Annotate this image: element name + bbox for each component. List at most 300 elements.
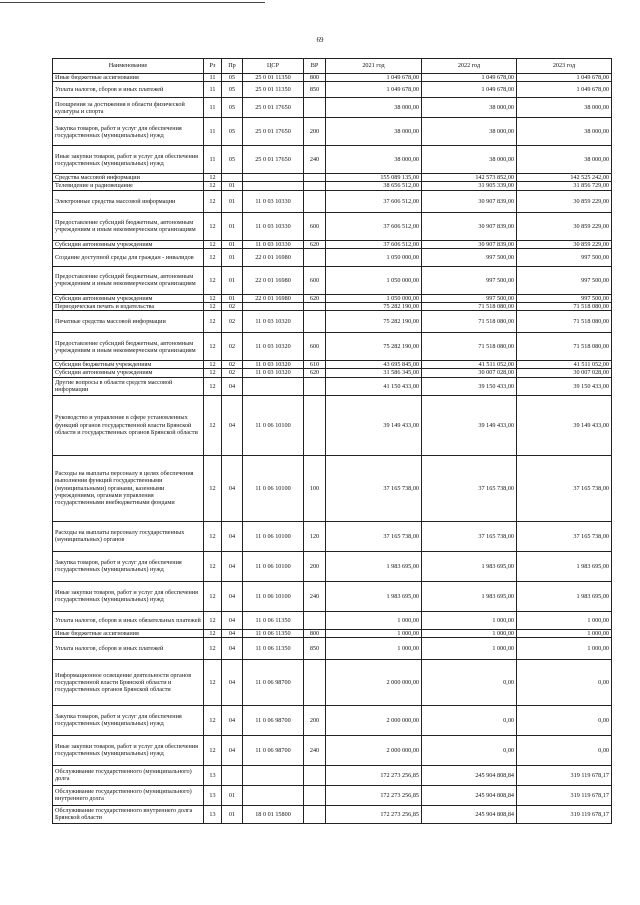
table-row [53,785,612,805]
table-row [53,735,612,765]
cell-y2022: 0,00 [422,659,517,705]
cell-vr: 620 [304,240,326,248]
cell-y2022: 1 000,00 [422,611,517,629]
header-rz: Рз [204,59,222,74]
cell-y2021: 2 000 000,00 [326,735,422,765]
cell-y2023: 0,00 [517,735,612,765]
cell-name: Закупка товаров, работ и услуг для обеспечения государственных (муниципальных) нужд [53,118,204,146]
cell-rz: 12 [204,455,222,521]
table-header-row [53,59,612,74]
table-row [53,266,612,294]
cell-name: Предоставление субсидий бюджетным, автономным учреждениям и иным некоммерческим организациям [53,333,204,361]
cell-y2022: 41 511 052,00 [422,361,517,369]
table-row [53,765,612,785]
cell-y2022: 39 149 433,00 [422,395,517,455]
cell-y2022: 997 500,00 [422,294,517,302]
cell-y2021: 38 656 512,00 [326,182,422,190]
cell-name: Средства массовой информации [53,174,204,182]
cell-y2021: 1 983 695,00 [326,551,422,581]
table-row [53,659,612,705]
cell-vr: 800 [304,74,326,82]
cell-pr: 02 [222,369,243,377]
cell-rz: 13 [204,805,222,823]
cell-y2022: 1 049 678,00 [422,74,517,82]
cell-csr: 11 0 06 10100 [243,395,304,455]
table-row [53,182,612,190]
cell-csr: 25 0 01 17650 [243,146,304,174]
cell-y2021: 75 282 190,00 [326,303,422,311]
cell-pr: 05 [222,82,243,98]
cell-csr: 11 0 06 11350 [243,611,304,629]
cell-csr: 11 0 06 10100 [243,521,304,551]
cell-csr: 25 0 01 17650 [243,98,304,118]
cell-name: Уплата налогов, сборов и иных платежей [53,82,204,98]
cell-name: Субсидии автономным учреждениям [53,294,204,302]
cell-rz: 12 [204,361,222,369]
cell-y2023: 38 000,00 [517,146,612,174]
cell-pr: 04 [222,581,243,611]
cell-name: Иные бюджетные ассигнования [53,74,204,82]
cell-y2023: 71 518 080,00 [517,311,612,333]
cell-y2022: 38 000,00 [422,118,517,146]
cell-y2023: 71 518 080,00 [517,333,612,361]
cell-name: Иные закупки товаров, работ и услуг для обеспечения государственных (муниципальных) нужд [53,146,204,174]
cell-pr: 04 [222,659,243,705]
cell-y2021: 75 282 190,00 [326,311,422,333]
cell-y2023: 0,00 [517,659,612,705]
cell-name: Руководство и управление в сфере установленных функций органов государственной власти Брянской области и государственных органов Брянской области [53,395,204,455]
cell-y2021: 172 273 256,85 [326,785,422,805]
cell-y2021: 38 000,00 [326,118,422,146]
cell-csr: 11 0 06 11350 [243,629,304,637]
cell-y2022: 30 907 839,00 [422,212,517,240]
cell-y2021: 38 000,00 [326,146,422,174]
cell-y2022: 0,00 [422,705,517,735]
cell-y2022: 37 165 738,00 [422,521,517,551]
cell-rz: 12 [204,521,222,551]
cell-y2021: 1 000,00 [326,611,422,629]
cell-vr: 120 [304,521,326,551]
table-row [53,377,612,395]
cell-y2023: 319 119 678,17 [517,765,612,785]
cell-y2023: 1 000,00 [517,637,612,659]
cell-y2022: 30 907 839,00 [422,240,517,248]
cell-y2021: 31 586 345,00 [326,369,422,377]
cell-rz: 12 [204,581,222,611]
cell-pr: 04 [222,637,243,659]
table-row [53,294,612,302]
cell-pr: 01 [222,805,243,823]
cell-y2022: 142 573 852,00 [422,174,517,182]
cell-vr [304,805,326,823]
cell-pr: 04 [222,455,243,521]
cell-rz: 12 [204,377,222,395]
cell-y2022: 245 904 808,84 [422,805,517,823]
cell-rz: 12 [204,395,222,455]
cell-y2021: 155 089 135,00 [326,174,422,182]
cell-vr [304,311,326,333]
cell-name: Периодическая печать и издательства [53,303,204,311]
cell-csr: 11 0 03 10320 [243,369,304,377]
cell-rz: 12 [204,629,222,637]
cell-y2021: 1 050 000,00 [326,294,422,302]
cell-csr [243,377,304,395]
table-row [53,190,612,212]
cell-y2023: 37 165 738,00 [517,455,612,521]
cell-csr [243,765,304,785]
header-2022: 2022 год [422,59,517,74]
cell-pr: 04 [222,629,243,637]
cell-rz: 11 [204,118,222,146]
cell-y2021: 1 049 678,00 [326,82,422,98]
cell-y2021: 1 050 000,00 [326,248,422,266]
cell-csr: 22 0 01 16980 [243,294,304,302]
cell-y2023: 38 000,00 [517,98,612,118]
cell-pr: 01 [222,182,243,190]
cell-name: Субсидии автономным учреждениям [53,240,204,248]
top-rule [0,2,265,3]
cell-pr: 01 [222,212,243,240]
cell-y2023: 1 000,00 [517,629,612,637]
cell-name: Предоставление субсидий бюджетным, автономным учреждениям и иным некоммерческим организациям [53,212,204,240]
cell-vr: 200 [304,118,326,146]
cell-vr: 100 [304,455,326,521]
cell-y2023: 142 525 242,00 [517,174,612,182]
cell-rz: 12 [204,611,222,629]
cell-csr [243,174,304,182]
cell-vr: 610 [304,361,326,369]
cell-name: Уплата налогов, сборов и иных платежей [53,637,204,659]
cell-pr: 02 [222,333,243,361]
cell-vr: 200 [304,551,326,581]
cell-rz: 12 [204,311,222,333]
cell-y2023: 30 859 229,00 [517,190,612,212]
cell-vr: 600 [304,212,326,240]
cell-rz: 12 [204,303,222,311]
cell-rz: 12 [204,212,222,240]
cell-pr [222,765,243,785]
cell-vr [304,765,326,785]
cell-y2022: 71 518 080,00 [422,303,517,311]
table-row [53,240,612,248]
cell-y2021: 1 983 695,00 [326,581,422,611]
cell-name: Обслуживание государственного (муниципального) внутреннего долга [53,785,204,805]
cell-y2021: 41 150 433,00 [326,377,422,395]
cell-y2023: 319 119 678,17 [517,785,612,805]
cell-y2022: 37 165 738,00 [422,455,517,521]
table-row [53,98,612,118]
cell-vr: 620 [304,369,326,377]
cell-csr: 11 0 06 98700 [243,705,304,735]
cell-pr: 02 [222,361,243,369]
table-row [53,705,612,735]
cell-name: Другие вопросы в области средств массовой информации [53,377,204,395]
cell-rz: 11 [204,146,222,174]
table-row [53,333,612,361]
table-row [53,248,612,266]
cell-y2021: 37 165 738,00 [326,521,422,551]
cell-y2022: 1 000,00 [422,629,517,637]
table-row [53,581,612,611]
cell-pr: 04 [222,735,243,765]
cell-y2021: 1 050 000,00 [326,266,422,294]
table-row [53,146,612,174]
cell-y2023: 1 983 695,00 [517,551,612,581]
cell-y2023: 997 500,00 [517,266,612,294]
cell-name: Обслуживание государственного внутреннего долга Брянской области [53,805,204,823]
table-row [53,395,612,455]
cell-vr: 200 [304,705,326,735]
cell-rz: 12 [204,659,222,705]
cell-vr: 600 [304,266,326,294]
cell-y2021: 37 606 512,00 [326,212,422,240]
cell-csr: 25 0 01 17650 [243,118,304,146]
cell-vr [304,182,326,190]
cell-vr: 850 [304,82,326,98]
cell-y2021: 1 049 678,00 [326,74,422,82]
cell-csr: 25 0 01 11350 [243,74,304,82]
cell-vr: 240 [304,581,326,611]
cell-pr: 04 [222,377,243,395]
cell-vr [304,659,326,705]
cell-name: Телевидение и радиовещание [53,182,204,190]
table-row [53,611,612,629]
header-csr: ЦСР [243,59,304,74]
cell-pr: 04 [222,705,243,735]
cell-y2022: 1 000,00 [422,637,517,659]
cell-y2021: 37 165 738,00 [326,455,422,521]
cell-y2021: 75 282 190,00 [326,333,422,361]
cell-y2023: 39 149 433,00 [517,395,612,455]
cell-y2023: 41 511 052,00 [517,361,612,369]
cell-rz: 12 [204,182,222,190]
cell-y2022: 39 150 433,00 [422,377,517,395]
header-2021: 2021 год [326,59,422,74]
cell-y2023: 30 859 229,00 [517,240,612,248]
cell-y2023: 997 500,00 [517,248,612,266]
header-vr: ВР [304,59,326,74]
table-row [53,521,612,551]
cell-csr: 11 0 06 98700 [243,659,304,705]
cell-y2022: 38 000,00 [422,146,517,174]
cell-y2023: 1 049 678,00 [517,74,612,82]
cell-csr: 11 0 06 11350 [243,637,304,659]
table-body [53,74,612,824]
cell-y2023: 997 500,00 [517,294,612,302]
cell-name: Закупка товаров, работ и услуг для обеспечения государственных (муниципальных) нужд [53,705,204,735]
cell-vr: 850 [304,637,326,659]
cell-name: Обслуживание государственного (муниципального) долга [53,765,204,785]
cell-csr: 22 0 01 16980 [243,248,304,266]
table-row [53,361,612,369]
cell-rz: 12 [204,248,222,266]
cell-vr: 620 [304,294,326,302]
cell-y2021: 1 000,00 [326,637,422,659]
cell-csr: 11 0 06 98700 [243,735,304,765]
table-row [53,82,612,98]
cell-name: Иные бюджетные ассигнования [53,629,204,637]
cell-y2022: 30 007 028,00 [422,369,517,377]
cell-y2022: 30 907 839,00 [422,190,517,212]
cell-y2023: 30 859 229,00 [517,212,612,240]
cell-rz: 12 [204,705,222,735]
cell-csr [243,785,304,805]
cell-name: Субсидии бюджетным учреждениям [53,361,204,369]
table-row [53,311,612,333]
cell-vr [304,303,326,311]
cell-vr: 800 [304,629,326,637]
cell-csr: 11 0 03 10320 [243,361,304,369]
cell-y2021: 2 000 000,00 [326,659,422,705]
cell-csr: 11 0 06 10100 [243,551,304,581]
cell-csr [243,182,304,190]
cell-csr [243,303,304,311]
cell-vr [304,248,326,266]
cell-vr [304,98,326,118]
cell-y2023: 37 165 738,00 [517,521,612,551]
cell-pr: 01 [222,294,243,302]
cell-y2021: 1 000,00 [326,629,422,637]
cell-rz: 12 [204,551,222,581]
cell-pr: 01 [222,248,243,266]
cell-y2021: 2 000 000,00 [326,705,422,735]
cell-y2023: 0,00 [517,705,612,735]
cell-y2022: 1 983 695,00 [422,551,517,581]
cell-y2021: 39 149 433,00 [326,395,422,455]
cell-vr [304,395,326,455]
cell-y2023: 1 000,00 [517,611,612,629]
cell-pr: 04 [222,395,243,455]
cell-pr: 01 [222,266,243,294]
cell-y2021: 37 606 512,00 [326,240,422,248]
cell-csr: 11 0 03 10320 [243,311,304,333]
table-row [53,303,612,311]
cell-y2023: 39 150 433,00 [517,377,612,395]
cell-name: Иные закупки товаров, работ и услуг для обеспечения государственных (муниципальных) нужд [53,735,204,765]
cell-pr: 05 [222,146,243,174]
cell-pr: 04 [222,521,243,551]
cell-y2022: 1 983 695,00 [422,581,517,611]
table-row [53,74,612,82]
cell-name: Субсидии автономным учреждениям [53,369,204,377]
cell-pr: 02 [222,303,243,311]
cell-y2023: 1 983 695,00 [517,581,612,611]
cell-y2022: 38 000,00 [422,98,517,118]
cell-pr: 05 [222,74,243,82]
cell-name: Электронные средства массовой информации [53,190,204,212]
header-pr: Пр [222,59,243,74]
cell-y2022: 997 500,00 [422,248,517,266]
cell-name: Расходы на выплаты персоналу государственных (муниципальных) органов [53,521,204,551]
table-row [53,212,612,240]
cell-vr: 240 [304,735,326,765]
cell-y2022: 1 049 678,00 [422,82,517,98]
cell-y2022: 245 904 808,84 [422,765,517,785]
cell-name: Предоставление субсидий бюджетным, автономным учреждениям и иным некоммерческим организациям [53,266,204,294]
cell-name: Поощрения за достижения в области физической культуры и спорта [53,98,204,118]
cell-y2023: 319 119 678,17 [517,805,612,823]
cell-pr [222,174,243,182]
cell-csr: 22 0 01 16980 [243,266,304,294]
header-name: Наименование [53,59,204,74]
table-row [53,637,612,659]
cell-y2022: 31 905 339,00 [422,182,517,190]
cell-vr [304,190,326,212]
cell-y2021: 38 000,00 [326,98,422,118]
cell-csr: 11 0 03 10330 [243,212,304,240]
cell-csr: 11 0 03 10320 [243,333,304,361]
header-2023: 2023 год [517,59,612,74]
cell-y2023: 30 007 028,00 [517,369,612,377]
cell-y2023: 38 000,00 [517,118,612,146]
cell-rz: 12 [204,333,222,361]
cell-csr: 11 0 03 10330 [243,190,304,212]
cell-rz: 11 [204,98,222,118]
cell-rz: 11 [204,82,222,98]
cell-pr: 05 [222,98,243,118]
cell-y2022: 71 518 080,00 [422,311,517,333]
page-number: 69 [316,36,324,44]
table-row [53,118,612,146]
cell-rz: 12 [204,735,222,765]
cell-rz: 11 [204,74,222,82]
table-row [53,455,612,521]
cell-y2022: 71 518 080,00 [422,333,517,361]
cell-name: Информационное освещение деятельности органов государственной власти Брянской области и государственных органов Брянской области [53,659,204,705]
cell-csr: 25 0 01 11350 [243,82,304,98]
cell-y2021: 172 273 256,85 [326,765,422,785]
budget-table [52,58,612,824]
cell-y2022: 997 500,00 [422,266,517,294]
cell-rz: 12 [204,190,222,212]
cell-csr: 11 0 03 10330 [243,240,304,248]
cell-vr: 600 [304,333,326,361]
table-row [53,369,612,377]
cell-vr [304,377,326,395]
cell-y2023: 1 049 678,00 [517,82,612,98]
table-row [53,629,612,637]
cell-pr: 04 [222,551,243,581]
cell-rz: 13 [204,765,222,785]
cell-name: Печатные средства массовой информации [53,311,204,333]
cell-pr: 01 [222,240,243,248]
table-row [53,174,612,182]
cell-rz: 12 [204,369,222,377]
cell-vr [304,611,326,629]
cell-rz: 12 [204,266,222,294]
cell-vr: 240 [304,146,326,174]
cell-pr: 05 [222,118,243,146]
cell-y2021: 172 273 256,85 [326,805,422,823]
table-row [53,805,612,823]
table-row [53,551,612,581]
cell-rz: 12 [204,240,222,248]
cell-pr: 01 [222,190,243,212]
cell-name: Иные закупки товаров, работ и услуг для обеспечения государственных (муниципальных) нужд [53,581,204,611]
cell-csr: 11 0 06 10100 [243,581,304,611]
cell-rz: 12 [204,637,222,659]
cell-y2023: 31 856 729,00 [517,182,612,190]
cell-pr: 01 [222,785,243,805]
cell-rz: 13 [204,785,222,805]
cell-csr: 18 0 01 15800 [243,805,304,823]
cell-csr: 11 0 06 10100 [243,455,304,521]
cell-pr: 04 [222,611,243,629]
cell-vr [304,785,326,805]
cell-y2022: 245 904 808,84 [422,785,517,805]
cell-rz: 12 [204,174,222,182]
cell-name: Уплата налогов, сборов и иных обязательных платежей [53,611,204,629]
